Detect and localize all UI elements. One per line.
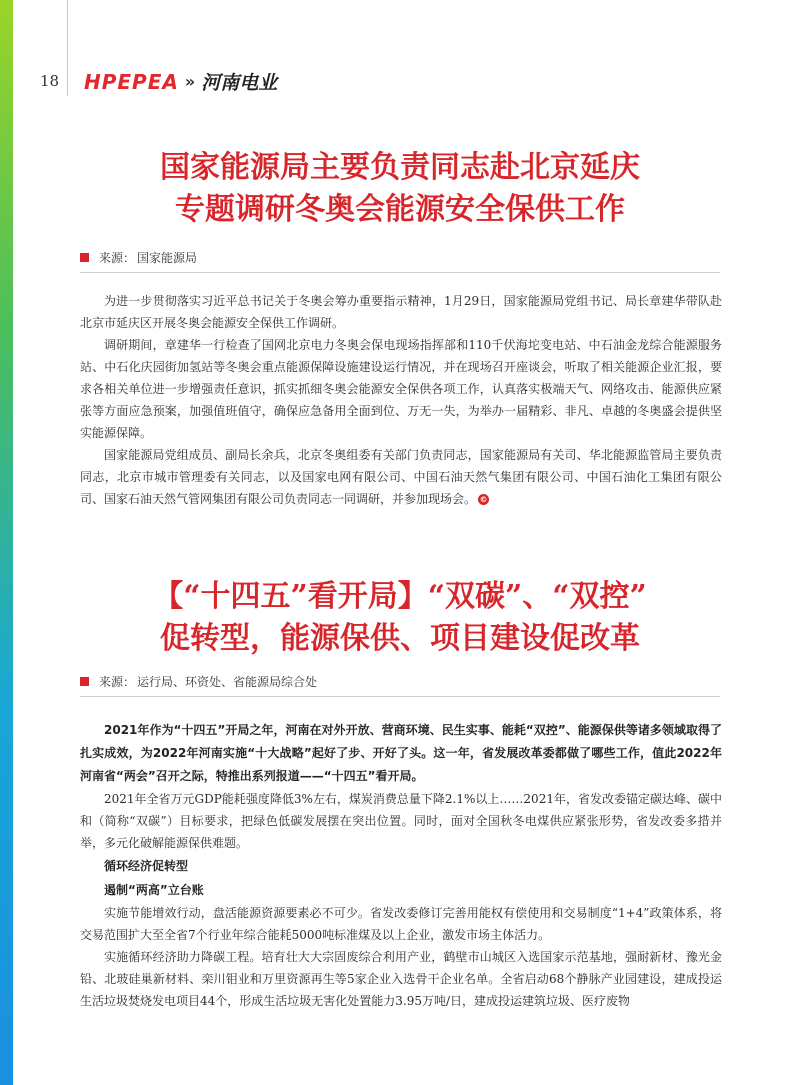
article2-section-head: 循环经济促转型 [104,859,189,873]
article2-paragraph: 2021年全省万元GDP能耗强度降低3%左右，煤炭消费总量下降2.1%以上……2021年，省发改委锚定碳达峰、碳中和（简称“双碳”）目标要求，把绿色低碳发展摆在突出位置。同时，面对全国秋冬电煤供应紧张形势，省发改委多措并举，多元化破解能源保供难题。 [80,792,722,850]
article1-title-line1: 国家能源局主要负责同志赴北京延庆 [160,150,640,185]
page-number: 18 [40,72,60,90]
source-divider [80,272,720,273]
article1-paragraph: 调研期间，章建华一行检查了国网北京电力冬奥会保电现场指挥部和110千伏海坨变电站、中石油金龙综合能源服务站、中石化庆园街加氢站等冬奥会重点能源保障设施建设运行情况，并在现场召开座谈会，听取了相关能源企业汇报，要求各相关单位进一步增强责任意识，抓实抓细冬奥会能源安全保供各项工作，认真落实极端天气、网络攻击、能源供应紧张等方面应急预案，加强值班值守，确保应急备用全面到位、万无一失，为举办一届精彩、非凡、卓越的冬奥盛会提供坚实能源保障。 [80,338,722,440]
source-value: 运行局、环资处、省能源局综合处 [137,674,318,689]
source-label: 来源： [99,674,136,689]
brand-logo-chinese: 河南电业 [201,72,278,94]
source-value: 国家能源局 [137,250,198,265]
article1-body [80,290,722,510]
article2-sub-head: 遏制“两高”立台账 [104,883,204,897]
article1-source [80,246,720,268]
article2-lead: 2021年作为“十四五”开局之年，河南在对外开放、营商环境、民生实事、能耗“双控”、能源保供等诸多领域取得了扎实成效，为2022年河南实施“十大战略”起好了步、开好了头。这一年，省发展改革委都做了哪些工作，值此2022年河南省“两会”召开之际，特推出系列报道——“十四五”看开局。 [80,723,722,783]
brand-arrow-icon: » [184,72,196,91]
article2-paragraph: 实施节能增效行动，盘活能源资源要素必不可少。省发改委修订完善用能权有偿使用和交易制度“1+4”政策体系，将交易范围扩大至全省7个行业年综合能耗5000吨标准煤及以上企业，激发市场主体活力。 [80,906,722,942]
article2-title-line2: 促转型，能源保供、项目建设促改革 [160,621,640,656]
article2-title [0,576,800,660]
article1-paragraph-text: 国家能源局党组成员、副局长余兵，北京冬奥组委有关部门负责同志，国家能源局有关司、华北能源监管局主要负责同志，北京市城市管理委有关同志，以及国家电网有限公司、中国石油天然气集团有限公司、中国石油化工集团有限公司、国家石油天然气管网集团有限公司负责同志一同调研，并参加现场会。 [80,448,722,506]
end-mark-icon: © [479,495,488,504]
article2-body [80,719,722,1012]
article2-title-line1: 【“十四五”看开局】“双碳”、“双控” [153,579,647,614]
brand-logo-latin: HPEPEA [84,69,179,94]
source-divider [80,696,720,697]
source-square-icon [80,677,89,686]
article2-source [80,670,720,692]
article1-title [0,147,800,231]
article1-paragraph [80,444,722,510]
header-divider [67,0,68,96]
source-square-icon [80,253,89,262]
article2-paragraph: 实施循环经济助力降碳工程。培育壮大大宗固废综合利用产业，鹤壁市山城区入选国家示范基地，强耐新材、豫光金铅、北玻硅巢新材料、栾川钼业和万里资源再生等5家企业入选骨干企业名单。全省启动68个静脉产业园建设，建成投运生活垃圾焚烧发电项目44个，形成生活垃圾无害化处置能力3.95万吨/日，建成投运建筑垃圾、医疗废物 [80,950,722,1008]
article1-title-line2: 专题调研冬奥会能源安全保供工作 [175,192,625,227]
source-label: 来源： [99,250,136,265]
article1-paragraph: 为进一步贯彻落实习近平总书记关于冬奥会筹办重要指示精神，1月29日，国家能源局党组书记、局长章建华带队赴北京市延庆区开展冬奥会能源安全保供工作调研。 [80,294,722,330]
magazine-brand [84,68,277,95]
page-header [40,66,68,96]
